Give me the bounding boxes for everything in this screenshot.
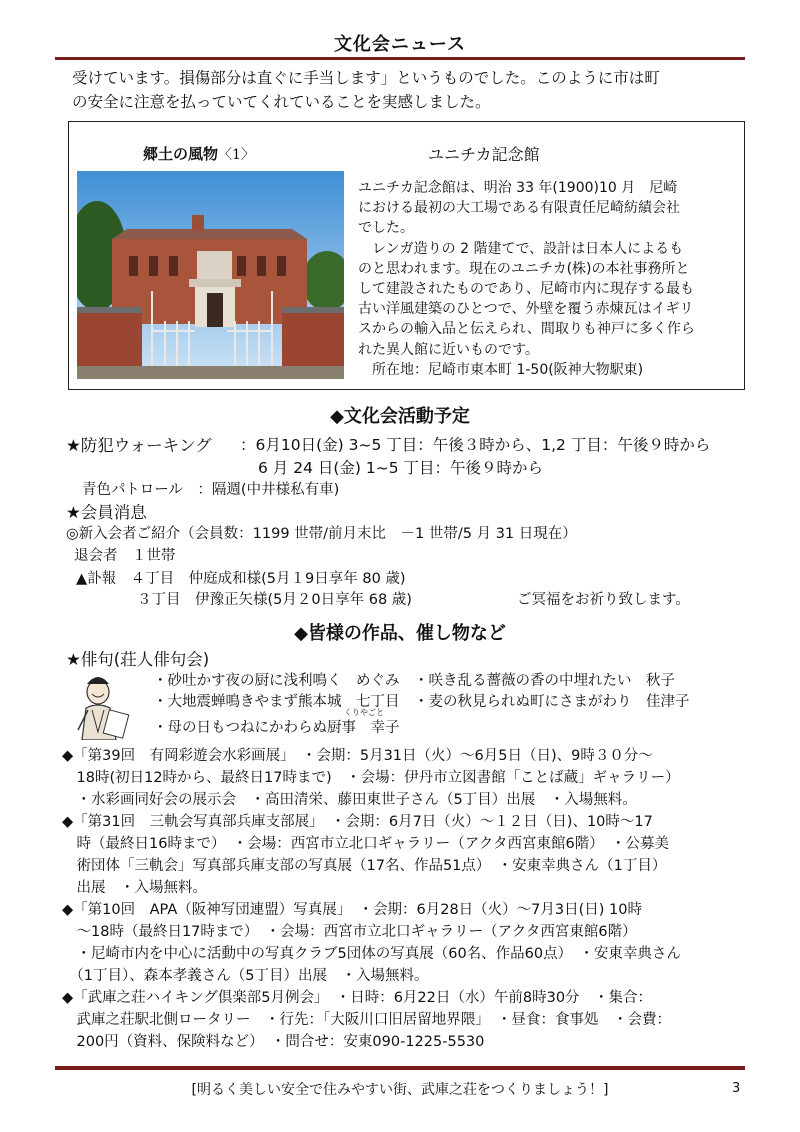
patrol-walk-line-1: ：6月10日(金) 3~5 丁目：午後３時から、1,2 丁目：午後９時から (240, 436, 711, 454)
header-rule (55, 57, 745, 60)
members-news-label: ★会員消息 (66, 503, 147, 522)
event-line: ◆「武庫之荘ハイキング倶楽部5月例会」 ・日時：6月22日（水）午前8時30分 ・集合： (62, 990, 653, 1006)
haiku-label: ★俳句(荘人俳句会) (66, 650, 210, 669)
newsletter-title: 文化会ニュース (333, 34, 467, 55)
blue-patrol: 青色パトロール ：隔週(中井様私有車) (82, 482, 340, 498)
box-line: でした。 (358, 220, 414, 237)
obituary-line-1: ▲訃報 ４丁目 仲庭成和様(5月１9日享年 80 歳) (76, 571, 406, 587)
event-line: 術団体「三軌会」写真部兵庫支部の写真展（17名、作品51点） ・安東幸典さん（1丁目） (62, 858, 667, 874)
unitika-building-photo (77, 171, 344, 379)
event-line: ◆「第10回 APA（阪神写団連盟）写真展」 ・会期：6月28日（火）～7月3日(日) 10時 (62, 902, 643, 918)
event-line: ・尼崎市内を中心に活動中の写真クラブ5団体の写真展（60名、作品60点） ・安東幸典さん (62, 946, 681, 962)
box-location: 所在地：尼崎市東本町 1-50(阪神大物駅東) (358, 361, 644, 378)
event-line: 18時(初日12時から、最終日17時まで) ・会場：伊丹市立図書館「ことば蔵」ギャラリー） (62, 770, 680, 786)
intro-line-1: 受けています。損傷部分は直ぐに手当します」というものでした。このように市は町 (72, 69, 660, 87)
box-line: レンガ造りの 2 階建てで、設計は日本人によるも (358, 240, 684, 257)
box-title (143, 143, 255, 164)
event-line: ～18時（最終日17時まで） ・会場：西宮市立北口ギャラリー（アクタ西宮東館6階） (62, 924, 637, 940)
members-new-line: ◎新入会者ご紹介（会員数：1199 世帯/前月末比 －1 世帯/5 月 31 日現在） (66, 526, 577, 542)
event-line: ・水彩画同好会の展示会 ・高田清栄、藤田東世子さん（5丁目）出展 ・入場無料。 (62, 792, 637, 808)
events-list (62, 745, 681, 1053)
obituary-line-2: ３丁目 伊豫正矢様(5月２0日享年 68 歳) (137, 592, 412, 608)
box-line: れた異人館に近いものです。 (358, 341, 539, 358)
event-line: （1丁目）、森本孝義さん（5丁目）出展 ・入場無料。 (62, 968, 429, 984)
footer-rule (55, 1066, 745, 1070)
event-line: ◆「第39回 有岡彩遊会水彩画展」 ・会期：5月31日（火）～6月5日（日)、9時３０分～ (62, 748, 653, 764)
box-line: ユニチカ記念館は、明治 33 年(1900)10 月 尼崎 (358, 180, 678, 196)
haiku-line-3: ・母の日もつねにかわらぬ厨事 幸子 (153, 720, 400, 736)
box-number: 〈1〉 (218, 147, 255, 163)
haiku-ruby: くりやごと (344, 708, 384, 717)
box-line: して建設されたものであり、尼崎市内に現存する最も (358, 281, 694, 298)
event-line: 200円（資料、保険料など） ・問合せ：安東090-1225-5530 (62, 1034, 485, 1050)
event-line: 時（最終日16時まで） ・会場：西宮市立北口ギャラリー（アクタ西宮東館6階） ・公募美 (62, 836, 669, 852)
box-description (358, 178, 695, 380)
box-line: 古い洋風建築のひとつで、外壁を覆う赤煉瓦はイギリ (358, 301, 694, 318)
section-heading-activities: ◆文化会活動予定 (330, 406, 470, 427)
haiku-line-1: ・砂吐かす夜の厨に浅利鳴く めぐみ ・咲き乱る薔薇の香の中埋れたい 秋子 (153, 673, 675, 689)
intro-line-2: の安全に注意を払っていてくれていることを実感しました。 (72, 93, 491, 111)
building-photo-icon (77, 171, 344, 379)
event-line: ◆「第31回 三軌会写真部兵庫支部展」 ・会期：6月7日（火）～１２日（日)、10時～17 (62, 814, 653, 830)
members-withdrawn-line: 退会者 １世帯 (74, 548, 176, 564)
condolence-text: ご冥福をお祈り致します。 (517, 592, 690, 608)
haiku-line-2: ・大地震蝉鳴きやまず熊本城 七丁目 ・麦の秋見られぬ町にさまがわり 佳津子 (153, 694, 690, 710)
event-line: 出展 ・入場無料。 (62, 880, 207, 896)
box-line: スからの輸入品と伝えられ、間取りも神戸に多く作ら (358, 321, 695, 338)
poet-icon (70, 670, 140, 740)
patrol-walk-label: ★防犯ウォーキング (66, 436, 212, 455)
box-subject: ユニチカ記念館 (428, 145, 540, 164)
box-line: における最初の大工場である有限責任尼崎紡績会社 (358, 200, 680, 217)
page-number: 3 (732, 1081, 741, 1096)
haiku-poet-illustration (70, 670, 140, 740)
footer-slogan: [明るく美しい安全で住みやすい街、武庫之荘をつくりましょう！] (191, 1082, 609, 1098)
section-heading-works: ◆皆様の作品、催し物など (294, 623, 506, 644)
box-line: のと思われます。現在のユニチカ(株)の本社事務所と (358, 260, 690, 277)
event-line: 武庫之荘駅北側ロータリー ・行先：「大阪川口旧居留地界隈」 ・昼食：食事処 ・会費： (62, 1012, 671, 1028)
patrol-walk-line-2: 6 月 24 日(金) 1~5 丁目：午後９時から (258, 459, 544, 477)
box-title-text: 郷土の風物 (143, 145, 219, 163)
